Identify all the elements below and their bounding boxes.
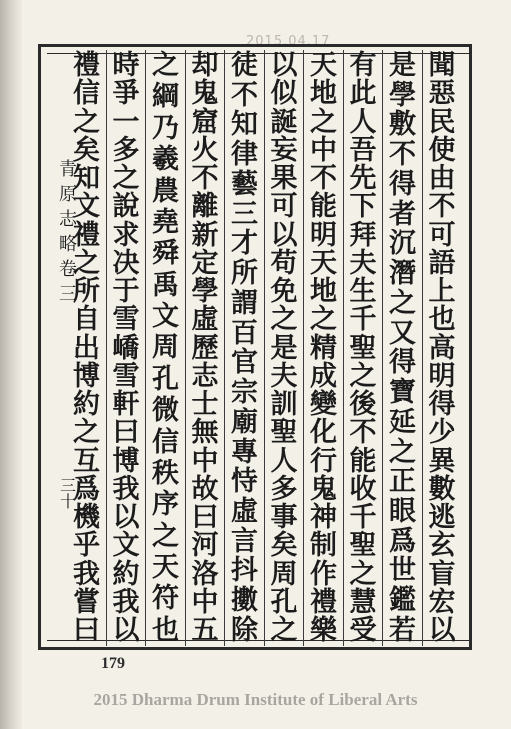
glyph: 河 <box>191 530 219 562</box>
glyph: 以 <box>428 615 456 646</box>
column-rule <box>343 50 344 646</box>
glyph: 洛 <box>191 558 219 590</box>
glyph: 互 <box>73 445 100 477</box>
glyph: 抖 <box>231 555 258 587</box>
glyph: 卷 <box>59 259 77 280</box>
glyph: 少 <box>428 417 456 449</box>
glyph: 可 <box>428 219 456 251</box>
glyph: 爲 <box>73 473 100 505</box>
glyph: 得 <box>389 347 416 379</box>
glyph: 鬼 <box>310 473 337 505</box>
glyph: 自 <box>73 304 100 336</box>
glyph: 之 <box>270 615 298 646</box>
glyph: 秩 <box>152 457 179 489</box>
glyph: 能 <box>349 445 377 477</box>
glyph: 志 <box>59 209 77 230</box>
glyph: 誕 <box>270 106 298 138</box>
glyph: 知 <box>231 109 258 141</box>
glyph: 行 <box>310 445 337 477</box>
glyph: 不 <box>349 417 377 449</box>
glyph: 農 <box>152 175 179 207</box>
glyph: 是 <box>270 332 298 364</box>
glyph: 曰 <box>73 615 100 646</box>
glyph: 嘗 <box>73 586 100 618</box>
glyph: 士 <box>191 389 219 420</box>
glyph: 制 <box>310 530 337 562</box>
glyph: 之 <box>152 520 179 552</box>
glyph: 舜 <box>152 238 179 270</box>
glyph: 此 <box>349 78 377 110</box>
glyph: 乎 <box>73 530 100 562</box>
glyph: 羲 <box>152 144 179 176</box>
glyph: 吾 <box>349 134 377 166</box>
glyph: 明 <box>310 219 337 251</box>
glyph: 離 <box>191 191 219 223</box>
glyph: 虛 <box>191 304 219 336</box>
glyph: 鬼 <box>191 78 219 110</box>
glyph: 神 <box>310 502 337 533</box>
glyph: 之 <box>389 436 416 468</box>
glyph: 無 <box>191 417 219 449</box>
glyph: 學 <box>389 79 416 111</box>
glyph: 專 <box>231 436 258 468</box>
column-rule <box>224 50 225 646</box>
glyph: 乃 <box>152 112 179 144</box>
glyph: 信 <box>152 426 179 458</box>
glyph: 之 <box>73 417 100 449</box>
glyph: 出 <box>73 332 100 364</box>
glyph: 曰 <box>112 417 140 449</box>
glyph: 約 <box>73 389 100 420</box>
glyph: 官 <box>231 347 258 379</box>
glyph: 夫 <box>349 247 377 279</box>
glyph: 窟 <box>191 106 219 138</box>
glyph: 序 <box>152 489 179 521</box>
glyph: 中 <box>191 586 219 618</box>
glyph: 之 <box>270 304 298 336</box>
glyph: 世 <box>389 555 416 587</box>
column-rule <box>422 50 423 646</box>
glyph: 禹 <box>152 269 179 301</box>
glyph: 决 <box>112 247 140 279</box>
glyph: 所 <box>73 276 100 307</box>
glyph: 玄 <box>428 530 456 562</box>
copyright-watermark: 2015 Dharma Drum Institute of Liberal Arts <box>93 690 418 709</box>
glyph: 禮 <box>73 50 100 81</box>
glyph: 千 <box>349 304 377 336</box>
column-rule <box>106 50 107 646</box>
column-rule <box>185 50 186 646</box>
glyph: 若 <box>389 614 416 646</box>
glyph: 嶠 <box>112 332 140 364</box>
column-rule <box>264 50 265 646</box>
glyph: 以 <box>270 219 298 251</box>
glyph: 三 <box>231 198 258 230</box>
glyph: 之 <box>73 106 100 138</box>
text-column-9 <box>109 52 143 644</box>
glyph: 十 <box>59 492 76 511</box>
glyph: 于 <box>112 276 140 307</box>
glyph: 之 <box>112 163 140 194</box>
glyph: 中 <box>191 445 219 477</box>
text-column-6 <box>228 52 262 644</box>
glyph: 文 <box>152 301 179 332</box>
date-stamp: 2015.04.17 <box>246 34 331 49</box>
text-column-8 <box>149 52 183 644</box>
glyph: 擻 <box>231 585 258 617</box>
glyph: 訓 <box>270 389 298 420</box>
glyph: 略 <box>59 234 77 255</box>
glyph: 孔 <box>152 363 179 395</box>
glyph: 地 <box>310 78 337 110</box>
glyph: 之 <box>349 360 377 392</box>
glyph: 我 <box>112 586 140 618</box>
glyph: 周 <box>152 332 179 364</box>
glyph: 聖 <box>270 417 298 449</box>
glyph: 文 <box>73 191 100 223</box>
glyph: 之 <box>152 50 179 81</box>
glyph: 者 <box>389 198 416 230</box>
glyph: 之 <box>389 287 416 319</box>
glyph: 時 <box>112 50 140 81</box>
glyph: 孔 <box>270 586 298 618</box>
glyph: 是 <box>389 50 416 81</box>
glyph: 矣 <box>270 530 298 562</box>
glyph: 變 <box>310 389 337 420</box>
glyph: 敷 <box>389 109 416 141</box>
glyph: 爭 <box>112 78 140 110</box>
glyph: 高 <box>428 332 456 364</box>
glyph: 周 <box>270 558 298 590</box>
glyph: 禮 <box>73 219 100 251</box>
glyph: 爲 <box>389 525 416 557</box>
margin-book-title <box>58 160 78 305</box>
glyph: 原 <box>59 184 77 205</box>
glyph: 謂 <box>231 287 258 319</box>
glyph: 受 <box>349 615 377 646</box>
glyph: 不 <box>191 163 219 194</box>
glyph: 三 <box>59 476 76 495</box>
glyph: 不 <box>389 139 416 171</box>
glyph: 歷 <box>191 332 219 364</box>
glyph: 天 <box>310 50 337 81</box>
glyph: 以 <box>112 615 140 646</box>
glyph: 苟 <box>270 247 298 279</box>
glyph: 知 <box>73 163 100 194</box>
glyph: 之 <box>349 558 377 590</box>
glyph: 才 <box>231 228 258 260</box>
text-column-4 <box>307 52 341 644</box>
glyph: 化 <box>310 417 337 449</box>
glyph: 禮 <box>310 586 337 618</box>
glyph: 之 <box>310 304 337 336</box>
margin-leaf-number <box>58 478 78 510</box>
glyph: 數 <box>428 473 456 505</box>
glyph: 軒 <box>112 389 140 420</box>
text-column-10 <box>70 52 104 644</box>
glyph: 多 <box>270 473 298 505</box>
glyph: 天 <box>152 552 179 583</box>
glyph: 也 <box>428 304 456 336</box>
glyph: 機 <box>73 502 100 533</box>
glyph: 果 <box>270 163 298 194</box>
glyph: 微 <box>152 395 179 427</box>
glyph: 由 <box>428 163 456 194</box>
glyph: 逃 <box>428 502 456 533</box>
glyph: 宗 <box>231 377 258 409</box>
glyph: 矣 <box>73 134 100 166</box>
glyph: 聖 <box>349 332 377 364</box>
glyph: 以 <box>112 502 140 533</box>
book-spine-shadow <box>0 0 22 729</box>
glyph: 得 <box>428 389 456 420</box>
glyph: 沉 <box>389 228 416 260</box>
glyph: 虛 <box>231 496 258 528</box>
glyph: 異 <box>428 445 456 477</box>
glyph: 堯 <box>152 206 179 238</box>
glyph: 精 <box>310 332 337 364</box>
glyph: 博 <box>73 360 100 392</box>
glyph: 正 <box>389 466 416 498</box>
text-column-5 <box>267 52 301 644</box>
glyph: 藝 <box>231 168 258 200</box>
glyph: 宏 <box>428 586 456 618</box>
glyph: 所 <box>231 258 258 290</box>
glyph: 雪 <box>112 360 140 392</box>
glyph: 慧 <box>349 586 377 618</box>
glyph: 生 <box>349 276 377 307</box>
glyph: 中 <box>310 134 337 166</box>
glyph: 作 <box>310 558 337 590</box>
glyph: 符 <box>152 583 179 615</box>
glyph: 潛 <box>389 258 416 290</box>
glyph: 下 <box>349 191 377 223</box>
glyph: 有 <box>349 50 377 81</box>
glyph: 眼 <box>389 496 416 528</box>
glyph: 民 <box>428 106 456 138</box>
glyph: 拜 <box>349 219 377 251</box>
glyph: 聞 <box>428 50 456 81</box>
glyph: 可 <box>270 191 298 223</box>
glyph: 學 <box>191 276 219 307</box>
glyph: 約 <box>112 558 140 590</box>
glyph: 百 <box>231 317 258 349</box>
glyph: 千 <box>349 502 377 533</box>
glyph: 徒 <box>231 50 258 81</box>
glyph: 上 <box>428 276 456 307</box>
page-number: 179 <box>101 655 125 672</box>
glyph: 使 <box>428 134 456 166</box>
text-column-7 <box>188 52 222 644</box>
glyph: 恃 <box>231 466 258 498</box>
column-rule <box>382 50 383 646</box>
glyph: 信 <box>73 78 100 110</box>
glyph: 故 <box>191 473 219 505</box>
glyph: 廟 <box>231 406 258 438</box>
glyph: 求 <box>112 219 140 251</box>
glyph: 樂 <box>310 615 337 646</box>
glyph: 不 <box>428 191 456 223</box>
glyph: 明 <box>428 360 456 392</box>
glyph: 盲 <box>428 558 456 590</box>
glyph: 說 <box>112 191 140 223</box>
glyph: 我 <box>112 473 140 505</box>
glyph: 鑑 <box>389 585 416 617</box>
glyph: 除 <box>231 614 258 646</box>
glyph: 後 <box>349 389 377 420</box>
glyph: 免 <box>270 276 298 307</box>
glyph: 文 <box>112 530 140 562</box>
glyph: 惡 <box>428 78 456 110</box>
glyph: 妄 <box>270 134 298 166</box>
glyph: 延 <box>389 406 416 438</box>
glyph: 語 <box>428 247 456 279</box>
glyph: 多 <box>112 134 140 166</box>
glyph: 之 <box>310 106 337 138</box>
glyph: 言 <box>231 525 258 557</box>
glyph: 綱 <box>152 81 179 113</box>
column-rule <box>145 50 146 646</box>
glyph: 事 <box>270 502 298 533</box>
glyph: 五 <box>191 615 219 646</box>
text-column-2 <box>386 52 420 644</box>
glyph: 却 <box>191 50 219 81</box>
glyph: 我 <box>73 558 100 590</box>
glyph: 一 <box>112 106 140 138</box>
glyph: 三 <box>59 284 77 305</box>
glyph: 能 <box>310 191 337 223</box>
text-column-1 <box>425 52 459 644</box>
glyph: 定 <box>191 247 219 279</box>
glyph: 青 <box>59 159 77 180</box>
glyph: 新 <box>191 219 219 251</box>
glyph: 得 <box>389 168 416 200</box>
glyph: 以 <box>270 50 298 81</box>
glyph: 不 <box>310 163 337 194</box>
glyph: 成 <box>310 360 337 392</box>
glyph: 收 <box>349 473 377 505</box>
glyph: 人 <box>349 106 377 138</box>
glyph: 志 <box>191 360 219 392</box>
glyph: 又 <box>389 317 416 349</box>
glyph: 人 <box>270 445 298 477</box>
glyph: 雪 <box>112 304 140 336</box>
glyph: 寶 <box>389 377 416 409</box>
glyph: 也 <box>152 614 179 646</box>
glyph: 之 <box>73 247 100 279</box>
text-column-3 <box>346 52 380 644</box>
glyph: 先 <box>349 163 377 194</box>
glyph: 曰 <box>191 502 219 533</box>
glyph: 不 <box>231 79 258 111</box>
glyph: 火 <box>191 134 219 166</box>
glyph: 聖 <box>349 530 377 562</box>
glyph: 夫 <box>270 360 298 392</box>
glyph: 似 <box>270 78 298 110</box>
column-rule <box>303 50 304 646</box>
glyph: 博 <box>112 445 140 477</box>
glyph: 天 <box>310 247 337 279</box>
glyph: 律 <box>231 139 258 171</box>
glyph: 地 <box>310 276 337 307</box>
